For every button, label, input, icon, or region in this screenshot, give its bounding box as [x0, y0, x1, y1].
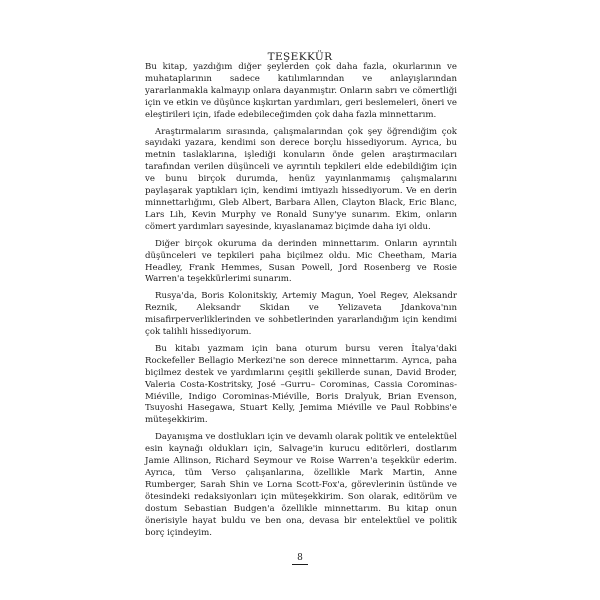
paragraph-salvage: Dayanışma ve dostlukları için ve devamlı olarak politik ve entelektüel esin kaynağı oldukları için, Salvage'in kurucu editörleri, dostlarım Jamie Allinson, Richard Seymour ve Roise Warren'a teşekkür ederim. Ayrıca, tüm Verso çalışanlarına, özellikle Mark Martin, Anne Rumberger, Sarah Shin ve Lorna Scott-Fox'a, görevlerinin üstünde ve ötesindeki redaksiyonları için müteşekkirim. Son olarak, editörüm ve dostum Sebastian Budgen'a özellikle minnettarım. Bu kitap onun önerisiyle hayat buldu ve ben ona, devasa bir entelektüel ve politik borç içindeyim. — [145, 432, 457, 538]
paragraph-readers: Diğer birçok okuruma da derinden minnettarım. Onların ayrıntılı düşünceleri ve tepkileri paha biçilmez oldu. Mic Cheetham, Maria Headley, Frank Hemmes, Susan Powell, Jord Rosenberg ve Rosie Warren'a teşekkürlerimi sunarım. — [145, 238, 457, 285]
page-number-value: 8 — [292, 552, 308, 565]
body-text — [145, 62, 457, 544]
paragraph-authors: Araştırmalarım sırasında, çalışmalarından çok şey öğrendiğim çok sayıdaki yazara, kendimi son derece borçlu hissediyorum. Ayrıca, bu metnin taslaklarına, işlediği konuların önde gelen araştırmacıları tarafından verilen düşünceli ve ayrıntılı tepkileri elde edebildiğim için ve bunu birçok durumda, henüz yayınlanmamış çalışmalarını paylaşarak yaptıkları için, kendimi imtiyazlı hissediyorum. Ve en derin minnettarlığımı, Gleb Albert, Barbara Allen, Clayton Black, Eric Blanc, Lars Lih, Kevin Murphy ve Ronald Suny'ye sunarım. Ekim, onların cömert yardımları sayesinde, kıyaslanamaz biçimde daha iyi oldu. — [145, 126, 457, 232]
page-number — [0, 552, 600, 565]
paragraph-intro: Bu kitap, yazdığım diğer şeylerden çok daha fazla, okurlarının ve muhataplarının sadece katılımlarından ve anlayışlarından yararlanmakla kalmayıp onlara dayanmıştır. Onların sabrı ve cömertliği için ve etkin ve düşünce kışkırtan yardımları, geri beslemeleri, öneri ve eleştirileri için, ifade edebileceğimden çok daha fazla minnettarım. — [145, 62, 457, 120]
paragraph-russia: Rusya'da, Boris Kolonitskiy, Artemiy Magun, Yoel Regev, Aleksandr Reznik, Aleksandr Skidan ve Yelizaveta Jdankova'nın misafirperverliklerinden ve sohbetlerinden yararlandığım için kendimi çok talihli hissediyorum. — [145, 291, 457, 338]
paragraph-bellagio: Bu kitabı yazmam için bana oturum bursu veren İtalya'daki Rockefeller Bellagio Merkezi'ne son derece minnettarım. Ayrıca, paha biçilmez destek ve yardımlarını çeşitli şekillerde sunan, David Broder, Valeria Costa-Kostritsky, José –Gurru– Corominas, Cassia Corominas-Miéville, Indigo Corominas-Miéville, Boris Dralyuk, Brian Evenson, Tsuyoshi Hasegawa, Stuart Kelly, Jemima Miéville ve Paul Robbins'e müteşekkirim. — [145, 343, 457, 426]
page-title: TEŞEKKÜR — [267, 51, 333, 63]
